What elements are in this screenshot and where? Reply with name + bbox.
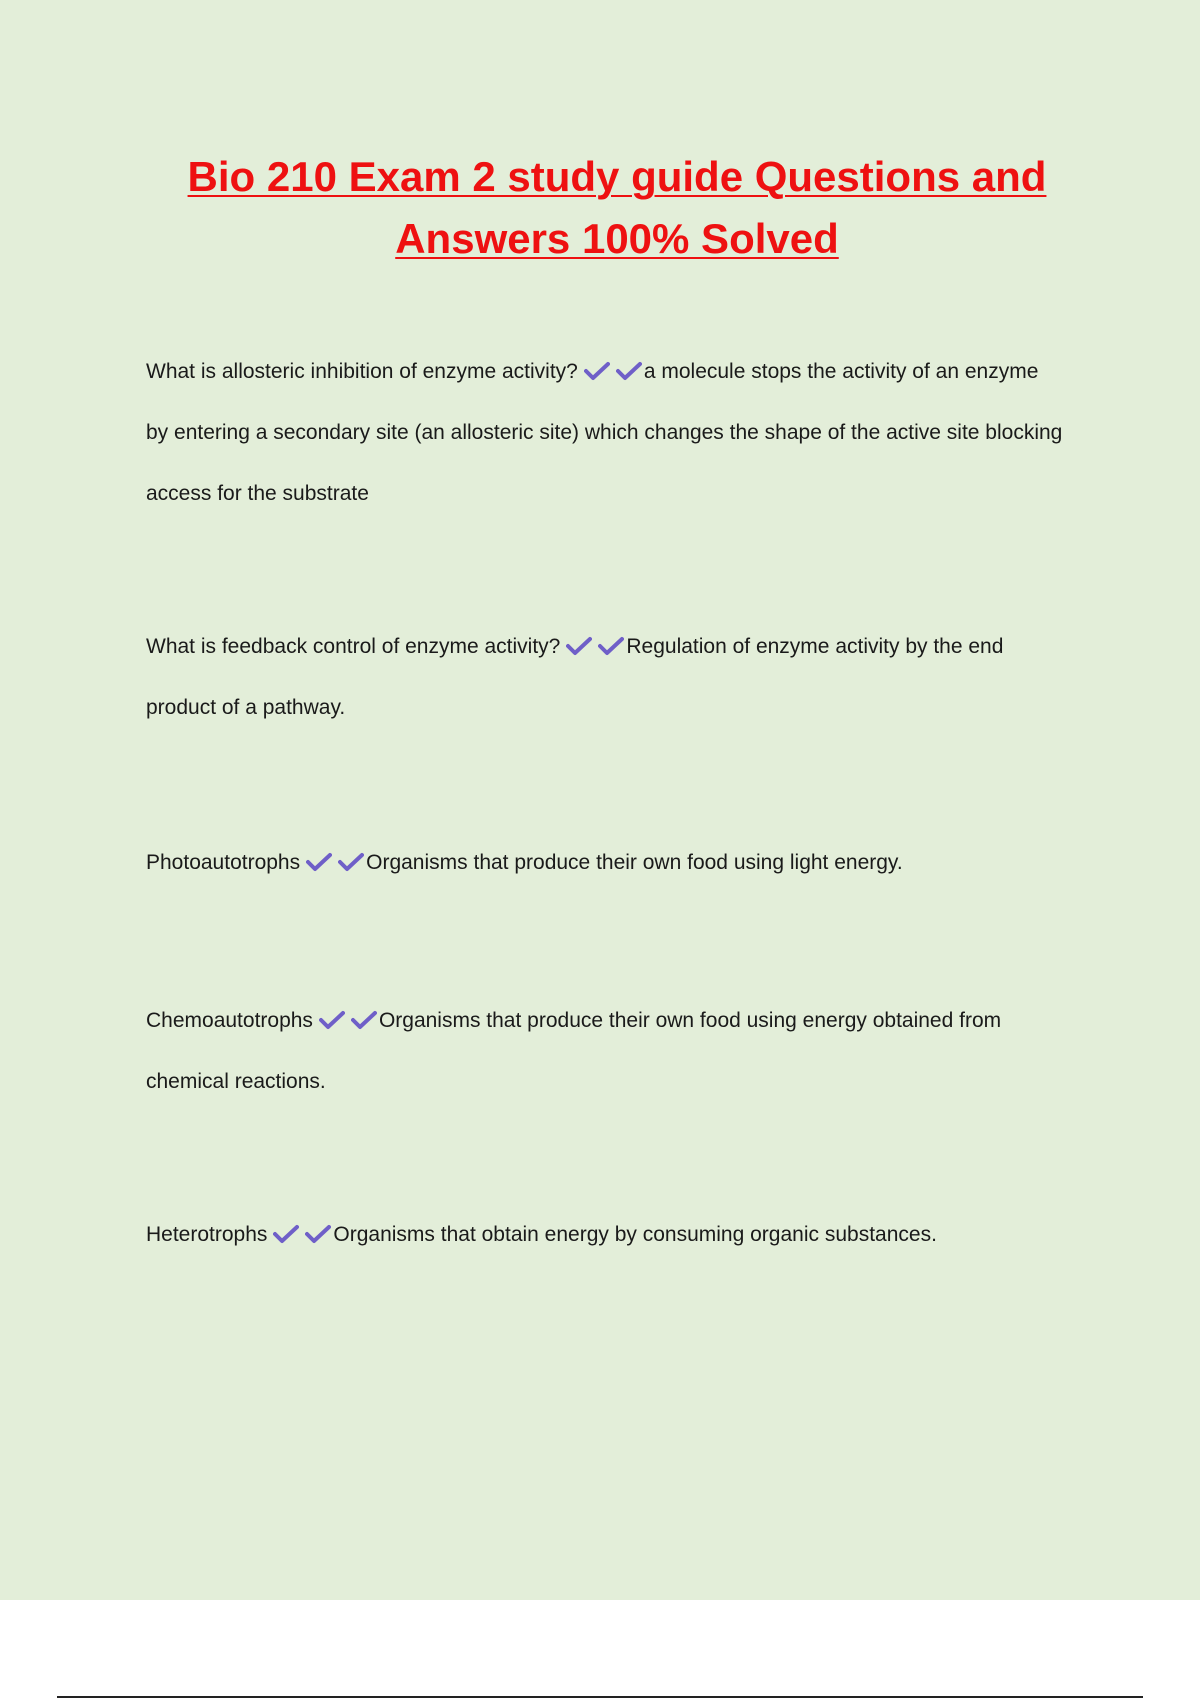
checkmark-icon [306,852,332,872]
checkmark-icon [351,1010,377,1030]
qa-item-heterotrophs [146,1204,1066,1265]
question-text: Chemoautotrophs [146,1009,313,1032]
title-line-1: Bio 210 Exam 2 study guide Questions and [187,153,1047,200]
answer-text: Regulation of enzyme activity by the end product of a pathway. [146,635,1004,719]
qa-item-photoautotrophs [146,832,1066,893]
answer-text: Organisms that produce their own food using energy obtained from chemical reactions. [146,1009,1002,1093]
question-text: Heterotrophs [146,1223,268,1246]
qa-item-allosteric-inhibition [146,341,1066,524]
answer-text: Organisms that obtain energy by consuming organic substances. [333,1223,937,1246]
checkmark-icon [566,636,592,656]
question-text: What is allosteric inhibition of enzyme activity? [146,360,578,383]
footer-divider [57,1696,1143,1698]
checkmark-icon [598,636,624,656]
answer-text: Organisms that produce their own food using light energy. [366,851,903,874]
qa-item-chemoautotrophs [146,990,1066,1112]
checkmark-icon [616,361,642,381]
qa-item-feedback-control [146,616,1066,738]
title-line-2: Answers 100% Solved [395,215,839,262]
checkmark-icon [319,1010,345,1030]
checkmark-icon [338,852,364,872]
document-title [0,146,1200,270]
checkmark-icon [305,1224,331,1244]
question-text: Photoautotrophs [146,851,301,874]
checkmark-icon [273,1224,299,1244]
answer-text: a molecule stops the activity of an enzyme by entering a secondary site (an allosteric site) which changes the shape of the active site blocking access for the substrate [146,360,1063,505]
checkmark-icon [584,361,610,381]
question-text: What is feedback control of enzyme activity? [146,635,561,658]
